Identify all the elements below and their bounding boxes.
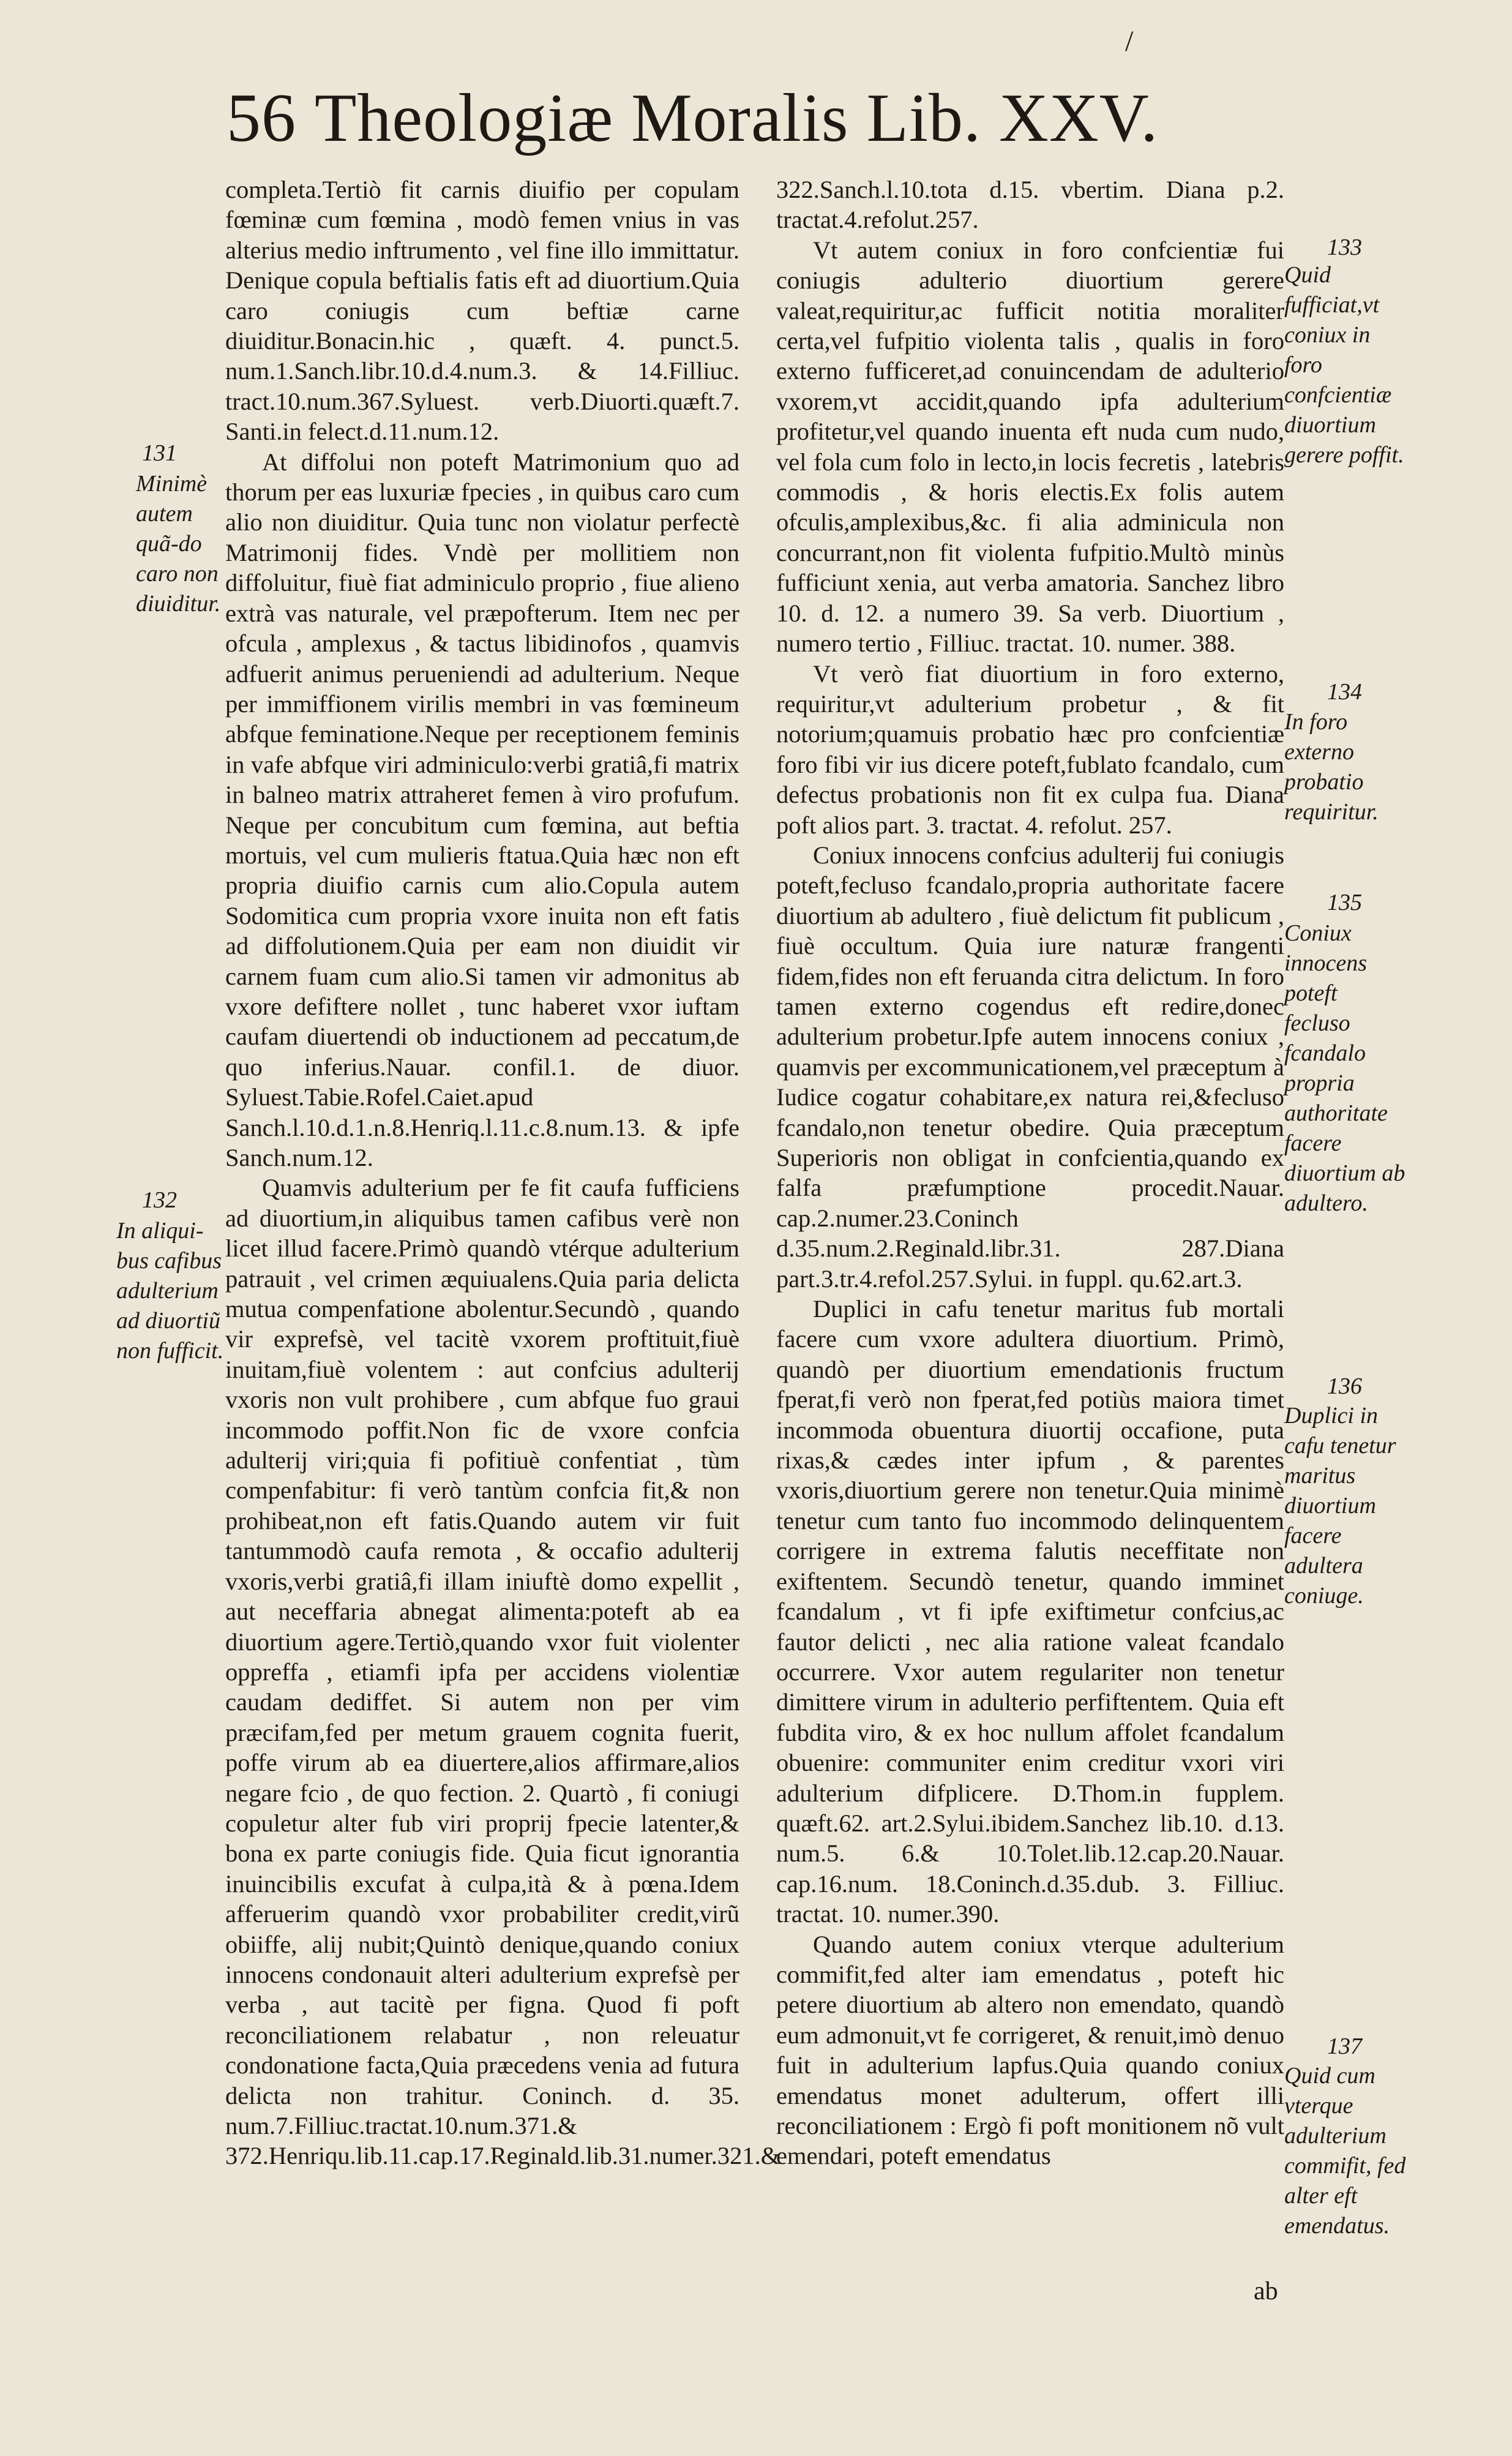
section-number: 131 bbox=[142, 440, 177, 466]
margin-note: In aliqui-bus cafibus adulterium ad diuortiũ non fufficit. bbox=[116, 1218, 224, 1364]
top-mark: / bbox=[1125, 25, 1134, 58]
section-number: 134 bbox=[1327, 679, 1362, 705]
section-number: 137 bbox=[1327, 2034, 1362, 2059]
paragraph: Vt autem coniux in foro confcientiæ fui coniugis adulterio diuortium gerere valeat,requiritur,ac fufficit notitia moraliter certa,vel fufpitio violenta talis , qualis in foro externo fufficeret,ad conuincendam de adulterio vxorem,vt accidit,quando ipfa adulterium profitetur,vel quando inuenta eft nuda cum nudo, vel fola cum folo in lecto,in locis fecretis , latebris commodis , & horis electis.Ex folis autem ofculis,amplexibus,&c. fi alia adminicula non concurrant,non fit violenta fufpitio.Multò minùs fufficiunt xenia, aut verba amatoria. Sanchez libro 10. d. 12. a numero 39. Sa verb. Diuortium , numero tertio , Filliuc. tractat. 10. numer. 388. bbox=[776, 236, 1284, 658]
paragraph: Quando autem coniux vterque adulterium commifit,fed alter iam emendatus , poteft hic petere diuortium ab altero non emendato, quandò eum admonuit,vt fe corrigeret, & renuit,imò denuo fuit in adulterium lapfus.Quia quando coniux emendatus monet adulterum, offert illi reconciliationem : Ergò fi poft monitionem nõ vult emendari, poteft emendatus bbox=[776, 1930, 1284, 2170]
paragraph: Coniux innocens confcius adulterij fui coniugis poteft,fecluso fcandalo,propria authoritate facere diuortium ab adultero , fiuè delictum fit publicum , fiuè occultum. Quia iure naturæ frangenti fidem,fides non eft feruanda citra delictum. In foro tamen externo cogendus eft redire,donec adulterium probetur.Ipfe autem innocens coniux , quamvis per excommunicationem,vel præceptum à Iudice cogatur cohabitare,ex natura rei,&fecluso fcandalo,non tenetur obedire. Quia præceptum Superioris non obligat in confcientia,quando ex falfa præfumptione procedit.Nauar. cap.2.numer.23.Coninch d.35.num.2.Reginald.libr.31. 287.Diana part.3.tr.4.refol.257.Sylui. in fuppl. qu.62.art.3. bbox=[776, 841, 1284, 1293]
paragraph: At diffolui non poteft Matrimonium quo ad thorum per eas luxuriæ fpecies , in quibus caro cum alio non diuiditur. Quia tunc non violatur perfectè Matrimonij fides. Vndè per mollitiem non diffoluitur, fiuè fiat adminiculo proprio , fiue alieno extrà vas naturale, vel præpofterum. Item nec per ofcula , amplexus , & tactus libidinofos , quamvis adfuerit animus perueniendi ad adulterium. Neque per immiffionem virilis membri in vas fœmineum abfque feminatione.Neque per receptionem feminis in vafe abfque viri adminiculo:verbi gratiâ,fi matrix in balneo matrix attraheret femen à viro profufum. Neque per concubitum cum fœmina, aut beftia mortuis, vel cum mulieris ftatua.Quia hæc non eft propria diuifio carnis cum alio.Copula autem Sodomitica cum propria vxore inuita non eft fatis ad diffolutionem.Quia per eam non diuidit vir carnem fuam cum alio.Si tamen vir admonitus ab vxore defiftere nollet , tunc haberet vxor iuftam caufam diuertendi ob inductionem ad peccatum,de quo inferius.Nauar. confil.1. de diuor. Syluest.Tabie.Rofel.Caiet.apud Sanch.l.10.d.1.n.8.Henriq.l.11.c.8.num.13. & ipfe Sanch.num.12. bbox=[225, 448, 739, 1171]
paragraph: 322.Sanch.l.10.tota d.15. vbertim. Diana p.2. tractat.4.refolut.257. bbox=[776, 176, 1284, 234]
margin-note: Quid cum vterque adulterium commifit, fed alter eft emendatus. bbox=[1284, 2063, 1406, 2239]
page-number: 56 bbox=[226, 80, 296, 156]
margin-note: Quid fufficiat,vt coniux in foro confcientiæ diuortium gerere poffit. bbox=[1284, 262, 1404, 468]
section-number: 133 bbox=[1327, 235, 1362, 260]
running-title: Theologiæ Moralis Lib. XXV. bbox=[315, 80, 1159, 156]
paragraph: completa.Tertiò fit carnis diuifio per copulam fœminæ cum fœmina , modò femen vnius in vas alterius medio inftrumento , vel fine illo immittatur. Denique copula beftialis fatis eft ad diuortium.Quia caro coniugis cum beftiæ carne diuiditur.Bonacin.hic , quæft. 4. punct.5. num.1.Sanch.libr.10.d.4.num.3. & 14.Filliuc. tract.10.num.367.Syluest. verb.Diuorti.quæft.7. Santi.in felect.d.11.num.12. bbox=[225, 176, 739, 446]
section-number: 135 bbox=[1327, 890, 1362, 915]
running-header bbox=[226, 72, 1158, 164]
margin-note: Coniux innocens poteft fecluso fcandalo propria authoritate facere diuortium ab adultero. bbox=[1284, 920, 1405, 1216]
margin-note: Minimè autem quã-do caro non diuiditur. bbox=[136, 471, 221, 617]
margin-note: Duplici in cafu tenetur maritus diuortium facere adultera coniuge. bbox=[1284, 1403, 1396, 1609]
paragraph: Duplici in cafu tenetur maritus fub mortali facere cum vxore adultera diuortium. Primò, quandò per diuortium emendationis fructum fperat,fi verò non fperat,fed potiùs maiora timet incommoda obuentura diuortij occafione, puta rixas,& cædes inter ipfum , & parentes vxoris,diuortium gerere non tenetur.Quia minimè tenetur cum tanto fuo incommodo delinquentem corrigere in extrema falutis neceffitate non exiftentem. Secundò tenetur, quando imminet fcandalum , vt fi ipfe exiftimetur confcius,ac fautor delicti , nec alia ratione valeat fcandalo occurrere. Vxor autem regulariter non tenetur dimittere virum in adulterio perfiftentem. Quia eft fubdita viro, & ex hoc nullum affolet fcandalum obuenire: communiter enim creditur vxori viri adulterium difplicere. D.Thom.in fupplem. quæft.62. art.2.Sylui.ibidem.Sanchez lib.10. d.13. num.5. 6.& 10.Tolet.lib.12.cap.20.Nauar. cap.16.num. 18.Coninch.d.35.dub. 3. Filliuc. tractat. 10. numer.390. bbox=[776, 1295, 1284, 1928]
right-column bbox=[776, 175, 1284, 2171]
catchword: ab bbox=[1254, 2277, 1278, 2305]
section-number: 136 bbox=[1327, 1373, 1362, 1399]
paragraph: Vt verò fiat diuortium in foro externo, requiritur,vt adulterium probetur , & fit notorium;quamuis probatio hæc pro confcientiæ foro fibi vir ius dicere poteft,fublato fcandalo, cum defectus probationis non fit ex culpa fua. Diana poft alios part. 3. tractat. 4. refolut. 257. bbox=[776, 659, 1284, 839]
margin-note: In foro externo probatio requiritur. bbox=[1284, 709, 1379, 825]
section-number: 132 bbox=[142, 1187, 177, 1213]
left-column bbox=[225, 175, 780, 2171]
paragraph: Quamvis adulterium per fe fit caufa fufficiens ad diuortium,in aliquibus tamen cafibus verè non licet illud facere.Primò quandò vtérque adulterium patrauit , vel crimen æquiualens.Quia paria delicta mutua compenfatione abolentur.Secundò , quando vir exprefsè, vel tacitè vxorem proftituit,fiuè inuitam,fiuè volentem : aut confcius adulterij vxoris non vult prohibere , cum abfque fuo graui incommodo poffit.Non fic de vxore confcia adulterij viri;quia fi pofitiuè confentiat , tùm compenfabitur: fi verò tantùm confcia fit,& non prohibeat,non eft fatis.Quando autem vir fuit tantummodò caufa remota , & occafio adulterij vxoris,verbi gratiâ,fi illam iniuftè domo expellit , aut neceffaria abnegat alimenta:poteft ab ea diuortium agere.Tertiò,quando vxor fuit violenter oppreffa , etiamfi ipfa per accidens violentiæ caudam dediffet. Si autem non per vim præcifam,fed per metum grauem cognita fuerit, poffe virum ab ea diuertere,alios affirmare,alios negare fcio , de quo fection. 2. Quartò , fi coniugi copuletur alter fub viri proprij fpecie latenter,& bona ex parte coniugis fide. Quia ficut ignorantia inuincibilis excufat à culpa,ità & à pœna.Idem afferuerim quandò vxor probabiliter credit,virũ obiiffe, alij nubit;Quintò denique,quando coniux innocens condonauit alteri adulterium exprefsè per verba , aut tacitè per figna. Quod fi poft reconciliationem relabatur , non releuatur condonatione facta,Quia præcedens venia ad futura delicta non trahitur. Coninch. d. 35. num.7.Filliuc.tractat.10.num.371.& 372.Henriqu.lib.11.cap.17.Reginald.lib.31.numer.321.& bbox=[225, 1174, 780, 2170]
